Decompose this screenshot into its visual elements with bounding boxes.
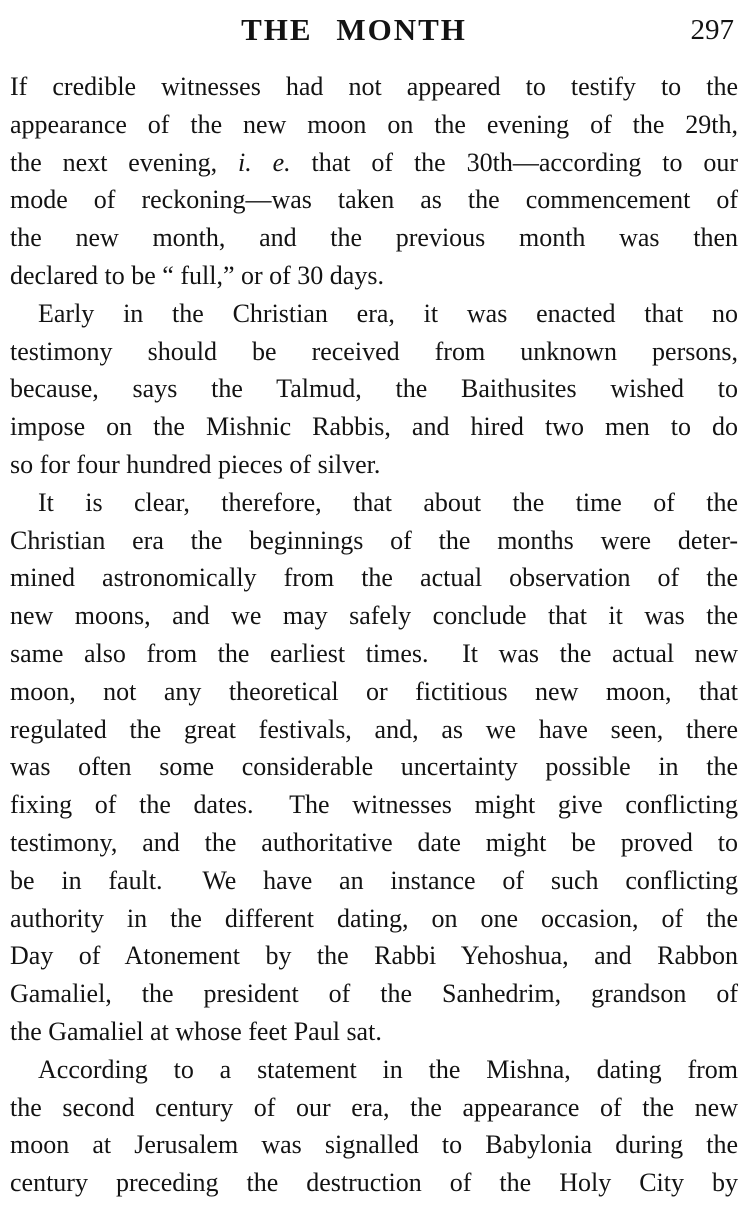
page-number: 297 bbox=[690, 14, 734, 46]
text-line: be in fault. We have an instance of such conflicting bbox=[10, 865, 738, 895]
text-line: because, says the Talmud, the Baithusites wished to bbox=[10, 374, 738, 404]
text-line: declared to be “ full,” or of 30 days. bbox=[10, 260, 384, 290]
text-line: appearance of the new moon on the evening of the 29th, bbox=[10, 109, 738, 139]
text-line: the second century of our era, the appearance of the new bbox=[10, 1092, 738, 1122]
text-line: mined astronomically from the actual observation of the bbox=[10, 563, 738, 593]
paragraph bbox=[10, 1051, 738, 1202]
page-header bbox=[10, 12, 738, 48]
text-line: Christian era the beginnings of the months were deter- bbox=[10, 525, 738, 555]
text-line: was often some considerable uncertainty possible in the bbox=[10, 752, 738, 782]
text-line: Gamaliel, the president of the Sanhedrim, grandson of bbox=[10, 979, 738, 1009]
text-line: impose on the Mishnic Rabbis, and hired two men to do bbox=[10, 412, 738, 442]
text-line: fixing of the dates. The witnesses might give conflicting bbox=[10, 790, 738, 820]
text-line: the Gamaliel at whose feet Paul sat. bbox=[10, 1016, 382, 1046]
text-line: testimony should be received from unknown persons, bbox=[10, 336, 738, 366]
text-line: Early in the Christian era, it was enacted that no bbox=[38, 298, 738, 328]
text-line: mode of reckoning—was taken as the commencement of bbox=[10, 185, 738, 215]
text-line: regulated the great festivals, and, as we have seen, there bbox=[10, 714, 738, 744]
text-line: the next evening, i. e. that of the 30th—according to our bbox=[10, 147, 738, 177]
text-line: authority in the different dating, on one occasion, of the bbox=[10, 903, 738, 933]
text-line: It is clear, therefore, that about the time of the bbox=[38, 487, 738, 517]
paragraph bbox=[10, 295, 738, 484]
text-line: moon at Jerusalem was signalled to Babylonia during the bbox=[10, 1130, 738, 1160]
text-line: Day of Atonement by the Rabbi Yehoshua, and Rabbon bbox=[10, 941, 738, 971]
text-line: same also from the earliest times. It was the actual new bbox=[10, 638, 738, 668]
text-line: so for four hundred pieces of silver. bbox=[10, 449, 381, 479]
text-line: new moons, and we may safely conclude that it was the bbox=[10, 601, 738, 631]
text-line: If credible witnesses had not appeared to testify to the bbox=[10, 72, 738, 101]
text-line: According to a statement in the Mishna, dating from bbox=[38, 1054, 738, 1084]
paragraph bbox=[10, 68, 738, 295]
body-text bbox=[10, 68, 738, 1202]
text-line: moon, not any theoretical or fictitious new moon, that bbox=[10, 676, 738, 706]
running-title: THE MONTH bbox=[241, 12, 467, 47]
text-line: the new month, and the previous month was then bbox=[10, 223, 738, 253]
paragraph bbox=[10, 484, 738, 1051]
text-line: century preceding the destruction of the Holy City by bbox=[10, 1168, 738, 1198]
text-line: testimony, and the authoritative date might be proved to bbox=[10, 827, 738, 857]
